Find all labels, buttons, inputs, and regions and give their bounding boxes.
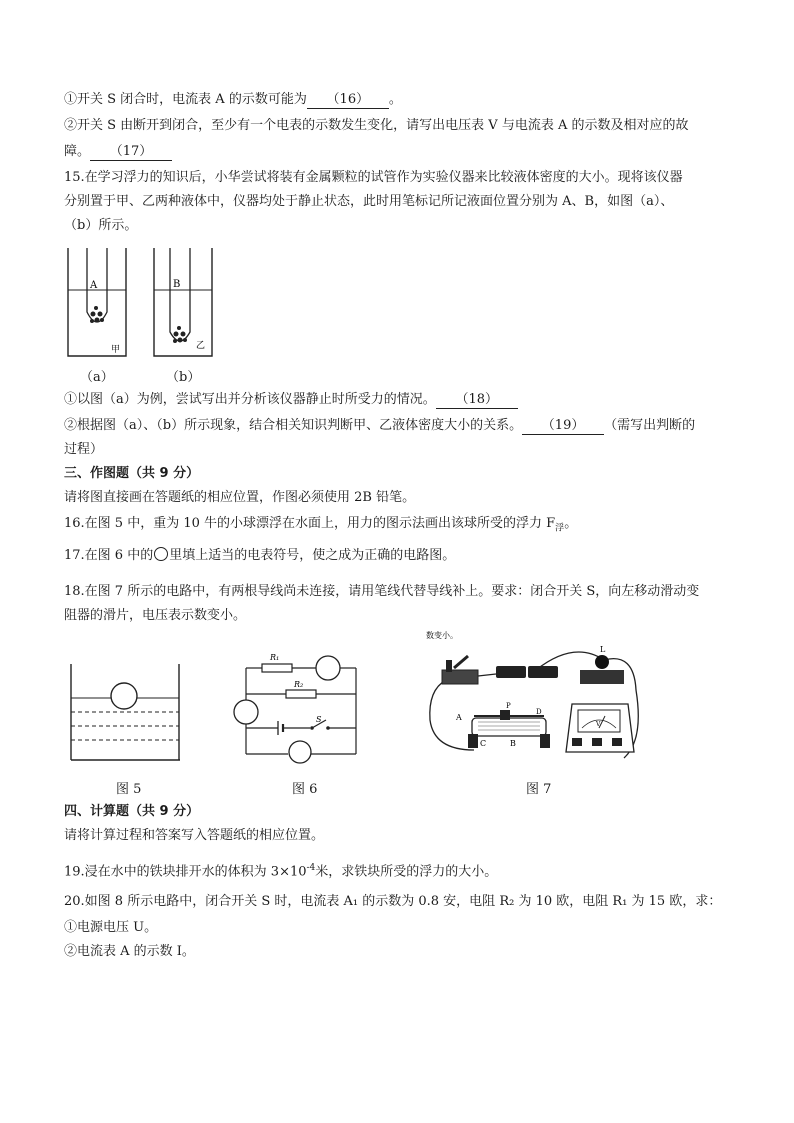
q17-text: 17.在图 6 中的 里填上适当的电表符号，使之成为正确的电路图。 bbox=[64, 548, 456, 563]
q20-text: 20.如图 8 所示电路中，闭合开关 S 时，电流表 A₁ 的示数为 0.8 安，电阻 R₂ 为 10 欧，电阻 R₁ 为 15 欧，求： bbox=[64, 894, 722, 909]
fig7-label-L: L bbox=[600, 645, 606, 654]
answer-blank-16[interactable]: （16） bbox=[307, 92, 389, 109]
figure-b-test-tube bbox=[148, 246, 218, 362]
q19-text: 19.浸在水中的铁块排开水的体积为 $3\times 10^{-4}$米，求铁块所受的浮力的大小。 bbox=[64, 863, 498, 880]
answer-blank-17[interactable]: （17） bbox=[90, 144, 172, 161]
figure-a-test-tube bbox=[62, 246, 132, 362]
caption-fig5: 图 5 bbox=[116, 782, 142, 797]
mark-b-label: B bbox=[173, 279, 181, 290]
q18-line2: 阻器的滑片，电压表示数变小。 bbox=[64, 608, 247, 623]
caption-a: （a） bbox=[80, 370, 114, 385]
caption-b: （b） bbox=[166, 370, 201, 385]
q20-part-b: ②电流表 A 的示数 I。 bbox=[64, 944, 195, 959]
figure-5-floating-ball bbox=[70, 660, 182, 764]
caption-fig7: 图 7 bbox=[526, 782, 552, 797]
section3-title: 三、作图题（共 9 分） bbox=[64, 466, 200, 481]
fig7-label-V: V bbox=[596, 721, 601, 728]
q15-sub2-line2: 过程） bbox=[64, 442, 104, 457]
q15-line2: 分别置于甲、乙两种液体中，仪器均处于静止状态，此时用笔标记所记液面位置分别为 A、B，如图（a）、 bbox=[64, 194, 674, 209]
circle-icon bbox=[154, 547, 168, 561]
fig7-label-A: A bbox=[456, 713, 462, 722]
fig7-label-P: P bbox=[506, 702, 511, 710]
label-s: S bbox=[316, 715, 322, 724]
q18-line1: 18.在图 7 所示的电路中，有两根导线尚未连接，请用笔线代替导线补上。要求：闭合开关 S，向左移动滑动变 bbox=[64, 584, 700, 599]
q15-line3: （b）所示。 bbox=[64, 218, 138, 233]
answer-blank-18[interactable]: （18） bbox=[436, 392, 518, 409]
q14-line2: ②开关 S 由断开到闭合，至少有一个电表的示数发生变化，请写出电压表 V 与电流表 A 的示数及相对应的故 bbox=[64, 118, 689, 133]
liquid-yi-label: 乙 bbox=[196, 341, 206, 351]
section4-title: 四、计算题（共 9 分） bbox=[64, 804, 200, 819]
label-r1: R₁ bbox=[270, 653, 280, 662]
mark-a-label: A bbox=[90, 280, 98, 291]
fig7-label-B: B bbox=[510, 739, 516, 748]
liquid-jia-label: 甲 bbox=[111, 345, 121, 355]
fig7-label-C: C bbox=[480, 739, 487, 748]
q20-part-a: ①电源电压 U。 bbox=[64, 920, 158, 935]
q16-text: 16.在图 5 中，重为 10 牛的小球漂浮在水面上，用力的图示法画出该球所受的浮力 $F_浮$。 bbox=[64, 516, 578, 534]
figure-6-circuit bbox=[230, 648, 366, 764]
figure-7-physical-circuit bbox=[424, 630, 646, 764]
q15-line1: 15.在学习浮力的知识后，小华尝试将装有金属颗粒的试管作为实验仪器来比较液体密度的大小。现将该仪器 bbox=[64, 170, 683, 185]
label-r2: R₂ bbox=[294, 680, 304, 689]
q14-line3: 障。 （17） bbox=[64, 142, 172, 162]
section3-instruction: 请将图直接画在答题纸的相应位置，作图必须使用 2B 铅笔。 bbox=[64, 490, 416, 505]
q15-sub2: ②根据图（a）、（b）所示现象，结合相关知识判断甲、乙液体密度大小的关系。 （19） （需写出判断的 bbox=[64, 418, 696, 433]
section4-instruction: 请将计算过程和答案写入答题纸的相应位置。 bbox=[64, 828, 325, 843]
q15-sub1: ①以图（a）为例，尝试写出并分析该仪器静止时所受力的情况。 （18） bbox=[64, 390, 518, 410]
answer-blank-19[interactable]: （19） bbox=[522, 418, 604, 435]
fig7-label-D: D bbox=[536, 708, 542, 716]
q14-line1: ①开关 S 闭合时，电流表 A 的示数可能为 （16） 。 bbox=[64, 92, 402, 107]
fig7-top-text: 数变小。 bbox=[426, 631, 458, 640]
caption-fig6: 图 6 bbox=[292, 782, 318, 797]
